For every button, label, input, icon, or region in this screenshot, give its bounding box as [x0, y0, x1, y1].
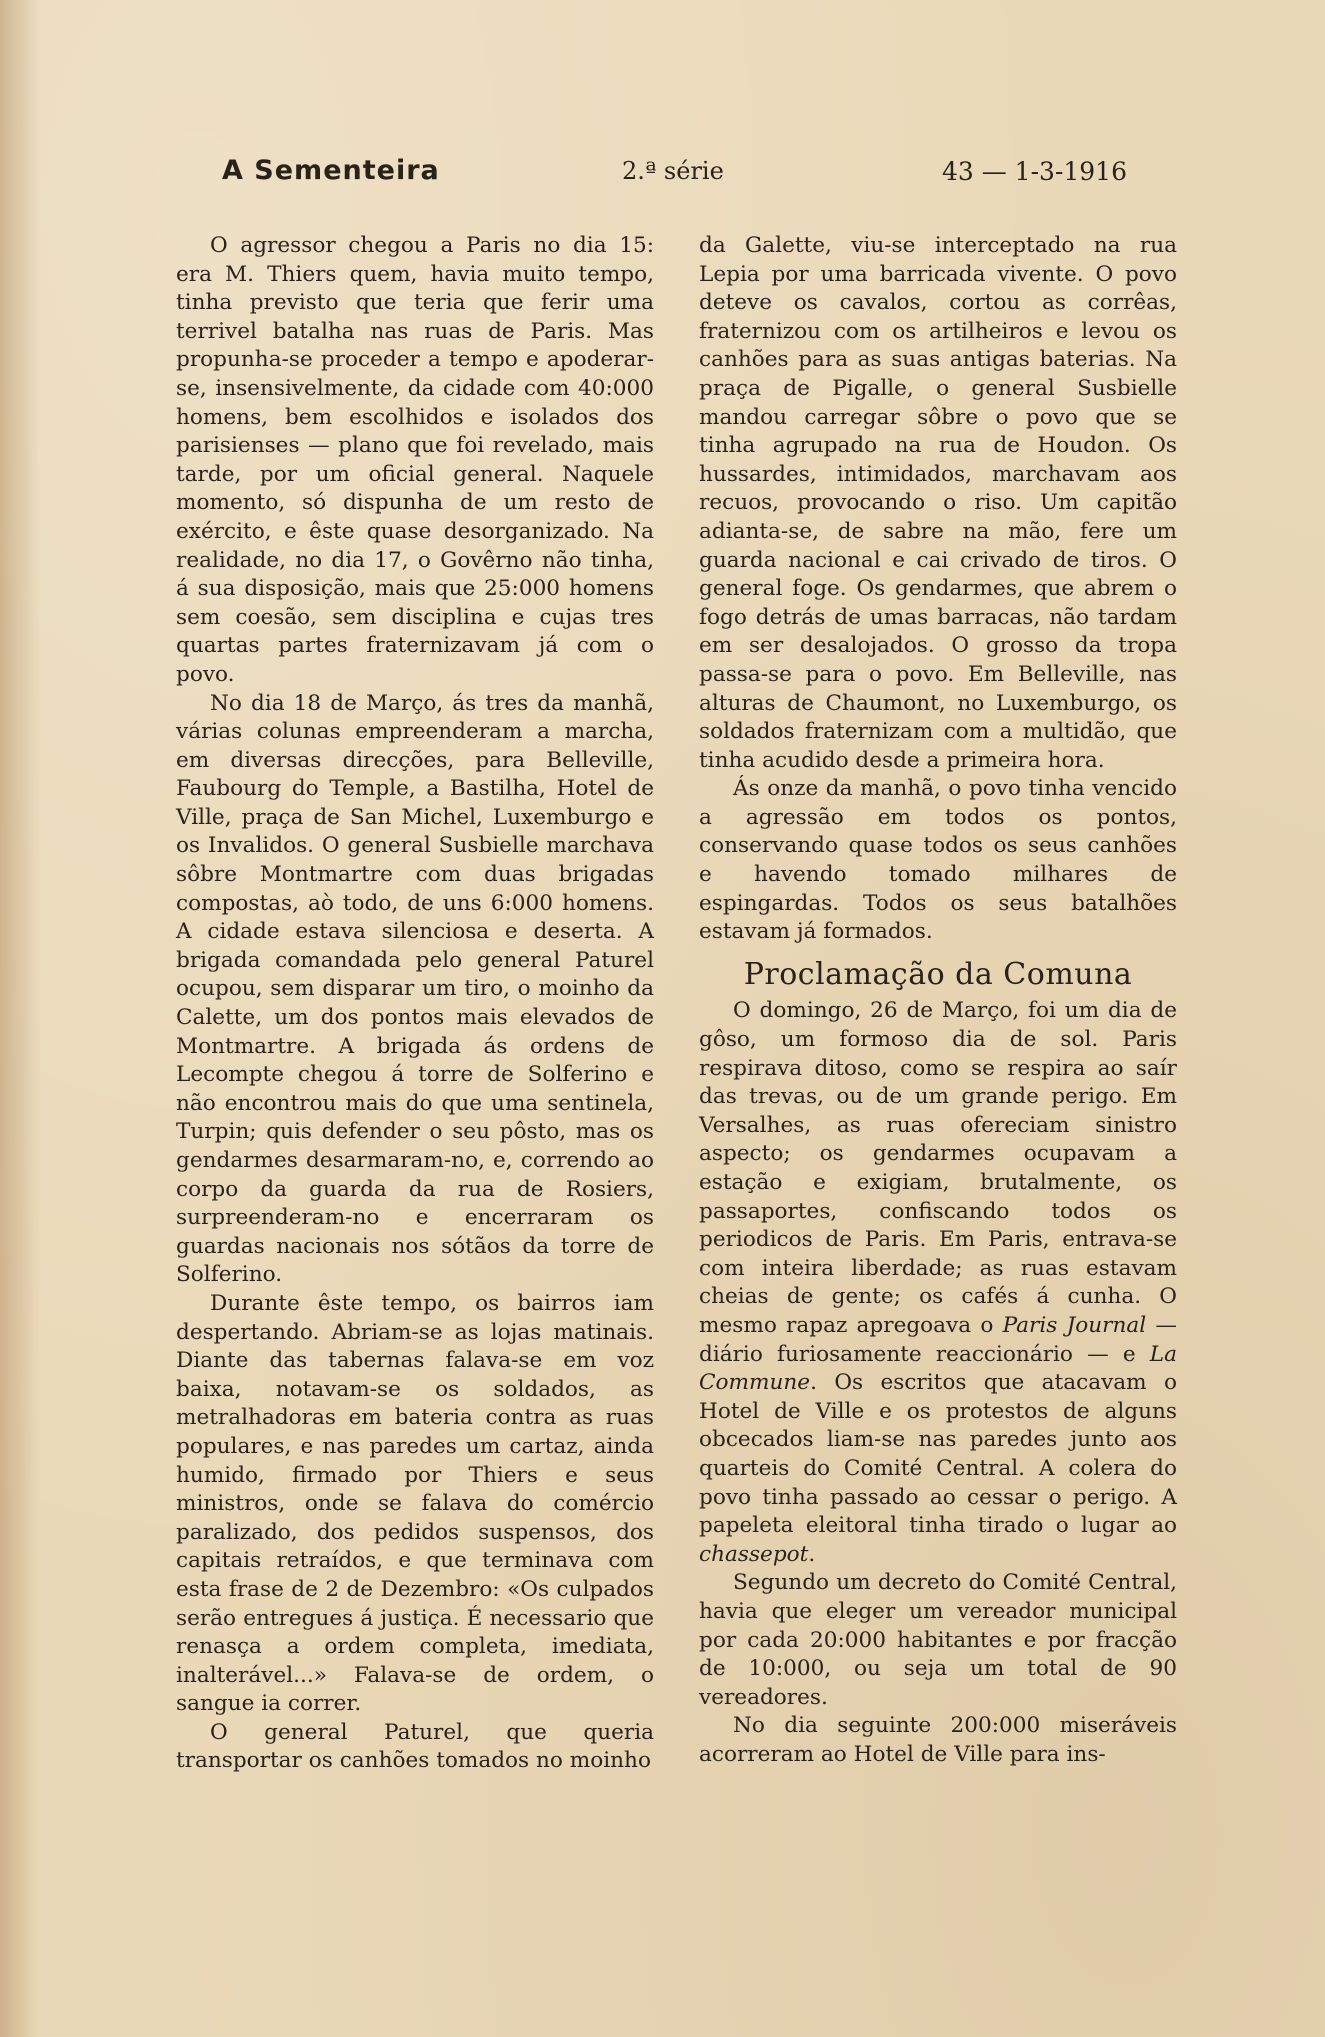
paragraph-continued: da Galette, viu-se interceptado na rua Lepia por uma barricada vivente. O povo deteve os cavalos, cortou as corrêas, fraternizou com os artilheiros e levou os canhões para as suas antigas baterias. Na praça de Pigalle, o general Susbielle mandou carregar sôbre o povo que se tinha agrupado na rua de Houdon. Os hussardes, intimidados, marchavam aos recuos, provocando o riso. Um capitão adianta-se, de sabre na mão, fere um guarda nacional e cai crivado de tiros. O general foge. Os gendarmes, que abrem o fogo detrás de umas barracas, não tardam em ser desalojados. O grosso da tropa passa-se para o povo. Em Belleville, nas alturas de Chaumont, no Luxemburgo, os soldados fraternizam com a multidão, que tinha acudido desde a primeira hora.: [699, 233, 1177, 773]
paragraph: No dia 18 de Março, ás tres da manhã, várias colunas empreenderam a marcha, em diversas direcções, para Belleville, Faubourg do Temple, a Bastilha, Hotel de Ville, praça de San Michel, Luxemburgo e os Invalidos. O general Susbielle marchava sôbre Montmartre com duas brigadas compostas, aò todo, de uns 6:000 homens. A cidade estava silenciosa e deserta. A brigada comandada pelo general Paturel ocupou, sem disparar um tiro, o moinho da Calette, um dos pontos mais elevados de Montmartre. A brigada ás ordens de Lecompte chegou á torre de Solferino e não encontrou mais do que uma sentinela, Turpin; quis defender o seu pôsto, mas os gendarmes desarmaram-no, e, correndo ao corpo da guarda da rua de Rosiers, surpreenderam-no e encerraram os guardas nacionais nos sótãos da torre de Solferino.: [176, 690, 654, 1288]
text-run: .: [808, 1541, 816, 1567]
publication-title: A Sementeira: [222, 155, 440, 186]
page-header: [222, 155, 1127, 195]
paragraph: No dia seguinte 200:000 miseráveis acorreram ao Hotel de Ville para ins-: [699, 1713, 1177, 1767]
italic-title-paris-journal: Paris Journal: [1002, 1312, 1147, 1338]
paragraph: [699, 997, 1177, 1569]
right-column: [699, 232, 1177, 1769]
paragraph: O agressor chegou a Paris no dia 15: era M. Thiers quem, havia muito tempo, tinha previsto que teria que ferir uma terrivel batalha nas ruas de Paris. Mas propunha-se proceder a tempo e apoderar-se, insensivelmente, da cidade com 40:000 homens, bem escolhidos e isolados dos parisienses — plano que foi revelado, mais tarde, por um oficial general. Naquele momento, só dispunha de um resto de exército, e êste quase desorganizado. Na realidade, no dia 17, o Govêrno não tinha, á sua disposição, mais que 25:000 homens sem coesão, sem disciplina e cujas tres quartas partes fraternizavam já com o povo.: [176, 233, 654, 687]
text-run: . Os escritos que atacavam o Hotel de Ville e os protestos de alguns obcecados liam-se nas paredes junto aos quarteis do Comité Central. A colera do povo tinha passado ao cessar o perigo. A papeleta eleitoral tinha tirado o lugar ao: [699, 1370, 1177, 1539]
paragraph: Segundo um decreto do Comité Central, havia que eleger um vereador municipal por cada 20:000 habitantes e por fracção de 10:000, ou seja um total de 90 vereadores.: [699, 1570, 1177, 1710]
issue-number-date: 43 — 1-3-1916: [941, 157, 1127, 186]
italic-word-chassepot: chassepot: [699, 1541, 809, 1567]
left-column: [176, 232, 654, 1776]
italic-title-la-commune: La Commune: [699, 1341, 1177, 1396]
page-edge-shadow: [0, 0, 40, 2037]
text-run: — diário furiosamente reaccionário — e: [699, 1312, 1177, 1367]
text-run: O domingo, 26 de Março, foi um dia de gôso, um formoso dia de sol. Paris respirava ditoso, como se respira ao saír das trevas, ou de um grande perigo. Em Versalhes, as ruas ofereciam sinistro aspecto; os gendarmes ocupavam a estação e exigiam, brutalmente, os passaportes, confiscando todos os periodicos de Paris. Em Paris, entrava-se com inteira liberdade; as ruas estavam cheias de gente; os cafés á cunha. O mesmo rapaz apregoava o: [699, 998, 1177, 1338]
section-heading: Proclamação da Comuna: [743, 956, 1133, 992]
series-label: 2.ª série: [622, 157, 724, 185]
paragraph: Ás onze da manhã, o povo tinha vencido a agressão em todos os pontos, conservando quase todos os seus canhões e havendo tomado milhares de espingardas. Todos os seus batalhões estavam já formados.: [699, 776, 1177, 945]
paragraph: O general Paturel, que queria transportar os canhões tomados no moinho: [176, 1719, 654, 1774]
paragraph: Durante êste tempo, os bairros iam despertando. Abriam-se as lojas matinais. Diante das tabernas falava-se em voz baixa, notavam-se os soldados, as metralhadoras em bateria contra as ruas populares, e nas paredes um cartaz, ainda humido, firmado por Thiers e seus ministros, onde se falava do comércio paralizado, dos pedidos suspensos, dos capitais retraídos, e que terminava com esta frase de 2 de Dezembro: «Os culpados serão entregues á justiça. É necessario que renasça a ordem completa, imediata, inalterável...» Falava-se de ordem, o sangue ia correr.: [176, 1290, 654, 1717]
